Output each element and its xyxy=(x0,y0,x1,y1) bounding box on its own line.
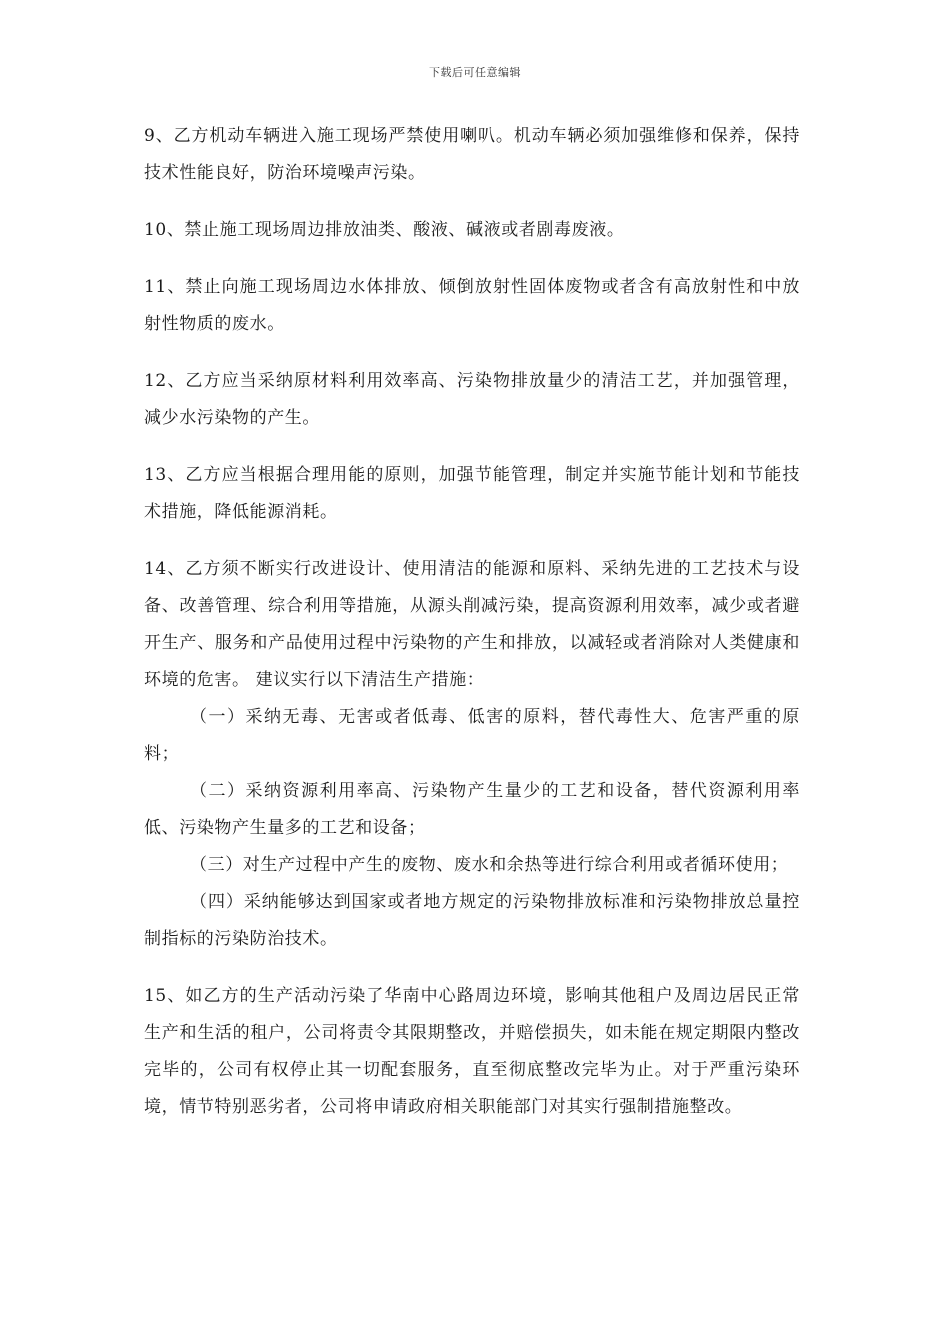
paragraph-14-item-1: （一）采纳无毒、无害或者低毒、低害的原料，替代毒性大、危害严重的原料； xyxy=(144,707,800,764)
paragraph-14-item-4: （四）采纳能够达到国家或者地方规定的污染物排放标准和污染物排放总量控制指标的污染防治技术。 xyxy=(144,892,800,949)
page-header-note: 下载后可任意编辑 xyxy=(429,66,521,79)
paragraph-14-item-3: （三）对生产过程中产生的废物、废水和余热等进行综合利用或者循环使用； xyxy=(190,855,789,875)
paragraph-11: 11、禁止向施工现场周边水体排放、倾倒放射性固体废物或者含有高放射性和中放射性物质的废水。 xyxy=(144,277,800,334)
paragraph-14: 14、乙方须不断实行改进设计、使用清洁的能源和原料、采纳先进的工艺技术与设备、改善管理、综合利用等措施，从源头削减污染，提高资源利用效率，减少或者避开生产、服务和产品使用过程中污染物的产生和排放，以减轻或者消除对人类健康和环境的危害。 建议实行以下清洁生产措施： xyxy=(144,559,800,690)
paragraph-15: 15、如乙方的生产活动污染了华南中心路周边环境，影响其他租户及周边居民正常生产和生活的租户，公司将责令其限期整改，并赔偿损失，如未能在规定期限内整改完毕的，公司有权停止其一切配套服务，直至彻底整改完毕为止。对于严重污染环境，情节特别恶劣者，公司将申请政府相关职能部门对其实行强制措施整改。 xyxy=(144,986,800,1117)
paragraph-13: 13、乙方应当根据合理用能的原则，加强节能管理，制定并实施节能计划和节能技术措施，降低能源消耗。 xyxy=(144,465,800,522)
paragraph-9: 9、乙方机动车辆进入施工现场严禁使用喇叭。机动车辆必须加强维修和保养，保持技术性能良好，防治环境噪声污染。 xyxy=(144,126,800,183)
document-body xyxy=(144,118,800,1146)
paragraph-10: 10、禁止施工现场周边排放油类、酸液、碱液或者剧毒废液。 xyxy=(144,220,625,240)
paragraph-12: 12、乙方应当采纳原材料利用效率高、污染物排放量少的清洁工艺，并加强管理，减少水污染物的产生。 xyxy=(144,371,800,428)
paragraph-14-item-2: （二）采纳资源利用率高、污染物产生量少的工艺和设备，替代资源利用率低、污染物产生量多的工艺和设备； xyxy=(144,781,800,838)
